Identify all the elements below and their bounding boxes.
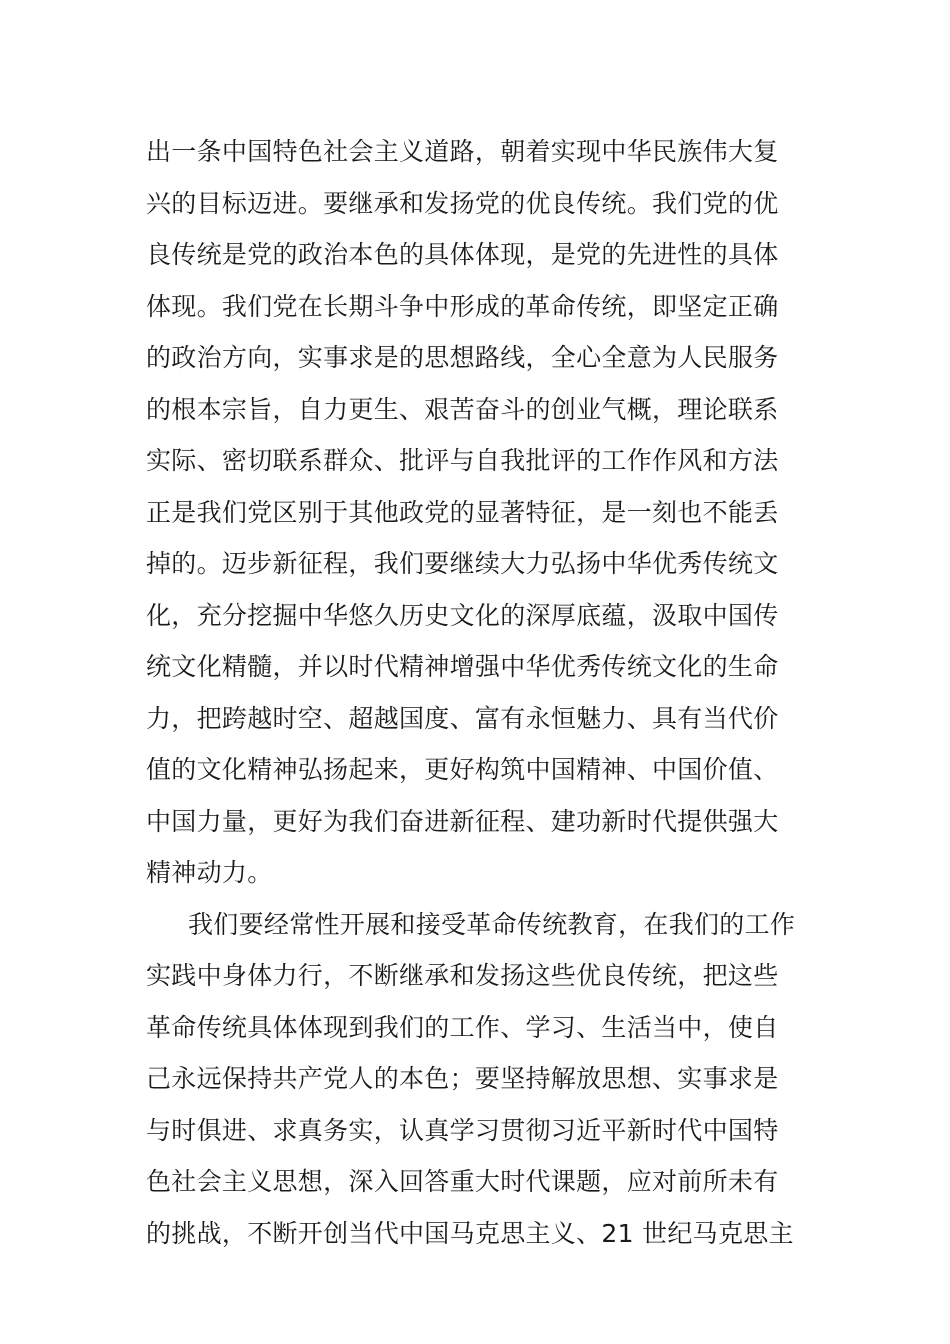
text-line: 革命传统具体体现到我们的工作、学习、生活当中，使自 <box>146 1012 779 1042</box>
text-line: 与时俱进、求真务实，认真学习贯彻习近平新时代中国特 <box>146 1115 779 1145</box>
text-line: 的挑战，不断开创当代中国马克思主义、21 世纪马克思主 <box>146 1218 794 1248</box>
text-line: 化，充分挖掘中华悠久历史文化的深厚底蕴，汲取中国传 <box>146 600 779 630</box>
text-line: 良传统是党的政治本色的具体体现，是党的先进性的具体 <box>146 240 779 269</box>
text-line: 精神动力。 <box>146 858 273 887</box>
paragraph-2 <box>146 899 812 1260</box>
body-text <box>146 126 812 1259</box>
text-line: 我们要经常性开展和接受革命传统教育，在我们的工作 <box>188 909 796 939</box>
text-line: 中国力量，更好为我们奋进新征程、建功新时代提供强大 <box>146 806 779 836</box>
text-line: 色社会主义思想，深入回答重大时代课题，应对前所未有 <box>146 1167 779 1196</box>
text-line: 体现。我们党在长期斗争中形成的革命传统，即坚定正确 <box>146 291 779 321</box>
text-line: 兴的目标迈进。要继承和发扬党的优良传统。我们党的优 <box>146 188 779 218</box>
text-line: 值的文化精神弘扬起来，更好构筑中国精神、中国价值、 <box>146 755 779 784</box>
text-line: 的根本宗旨，自力更生、艰苦奋斗的创业气概，理论联系 <box>146 394 779 424</box>
text-line: 正是我们党区别于其他政党的显著特征，是一刻也不能丢 <box>146 497 779 527</box>
text-line: 的政治方向，实事求是的思想路线，全心全意为人民服务 <box>146 343 779 372</box>
text-line: 统文化精髓，并以时代精神增强中华优秀传统文化的生命 <box>146 652 779 681</box>
text-line: 实践中身体力行，不断继承和发扬这些优良传统，把这些 <box>146 961 779 990</box>
text-line: 出一条中国特色社会主义道路，朝着实现中华民族伟大复 <box>146 137 779 166</box>
text-line: 己永远保持共产党人的本色；要坚持解放思想、实事求是 <box>146 1064 779 1093</box>
text-line: 实际、密切联系群众、批评与自我批评的工作作风和方法 <box>146 446 779 475</box>
text-line: 力，把跨越时空、超越国度、富有永恒魅力、具有当代价 <box>146 703 779 733</box>
text-line: 掉的。迈步新征程，我们要继续大力弘扬中华优秀传统文 <box>146 549 779 578</box>
paragraph-1 <box>146 126 812 899</box>
